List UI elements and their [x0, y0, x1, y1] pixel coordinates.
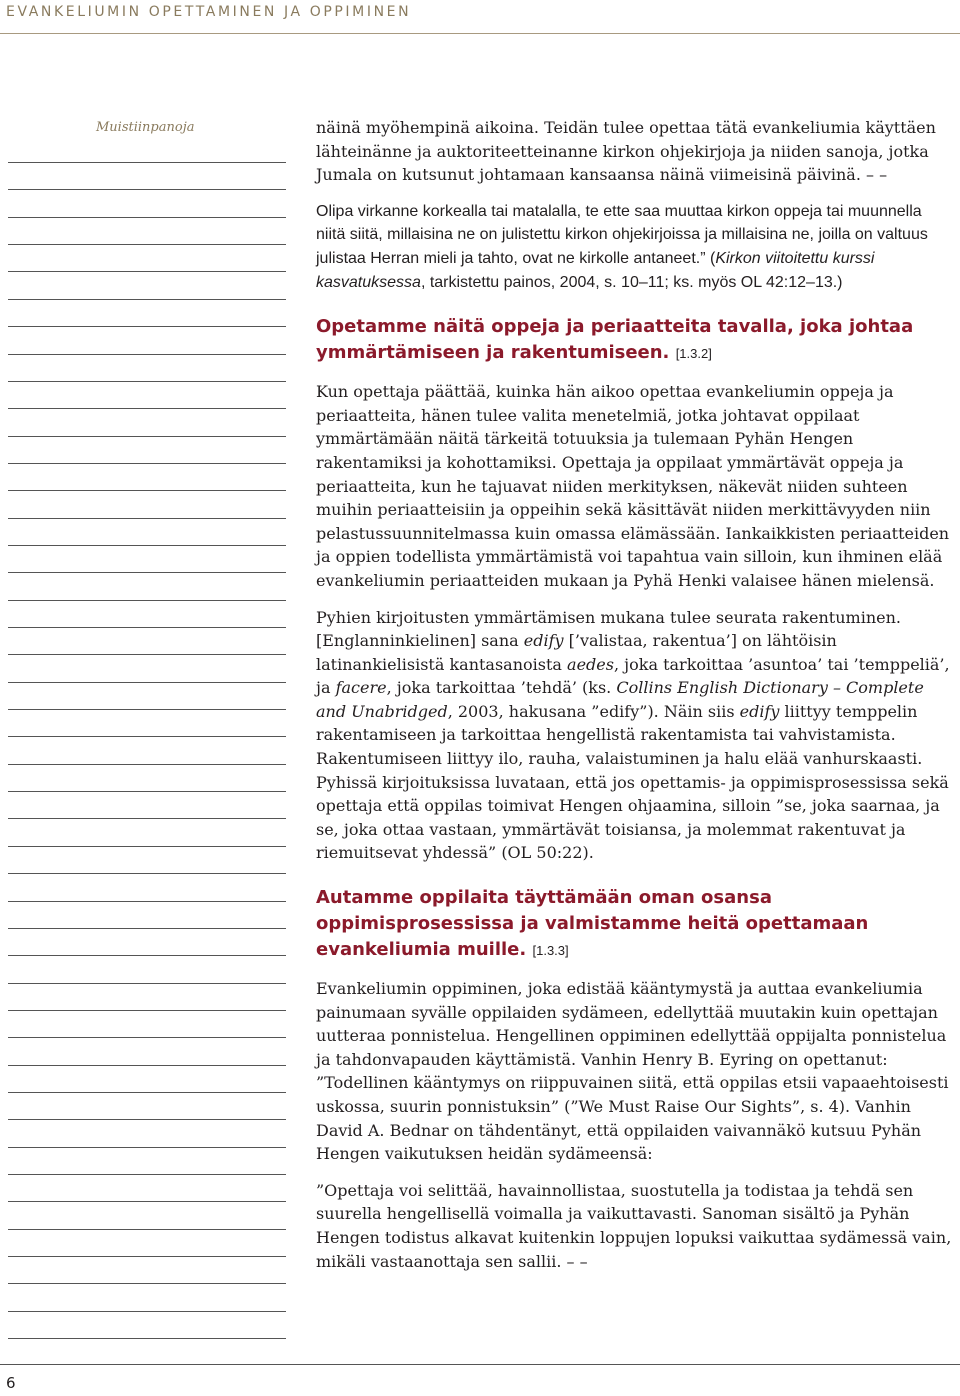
note-line: [8, 1256, 286, 1257]
note-line: [8, 1065, 286, 1066]
paragraph-2-text: Olipa virkanne korkealla tai matalalla, te ette saa muuttaa kirkon oppeja tai muunnella niitä siitä, millaisina ne on julistettu kirkon ohjekirjoissa ja millaisina ne, joilla on valtuus julistaa Herran mieli ja tahto, ovat ne kirkolle antaneet.” (: [316, 202, 928, 267]
note-line: [8, 490, 286, 491]
section-heading-1: [316, 314, 952, 367]
p4-c: [’valistaa, rakentua’] on lähtöisin latinankielisistä kantasanoista: [316, 631, 837, 674]
section-heading-1-text: Opetamme näitä oppeja ja periaatteita tavalla, joka johtaa ymmärtämiseen ja rakentumiseen.: [316, 316, 914, 364]
note-line: [8, 983, 286, 984]
p4-h: Collins English Dictionary – Complete and Unabridged: [316, 678, 924, 721]
note-line: [8, 244, 286, 245]
p4-e: , joka tarkoittaa ’asuntoa’ tai ’temppeliä’, ja: [316, 654, 950, 698]
note-line: [8, 764, 286, 765]
note-line: [8, 627, 286, 628]
note-line: [8, 682, 286, 683]
note-line: [8, 955, 286, 956]
note-line: [8, 736, 286, 737]
note-line: [8, 1174, 286, 1175]
page-number: 6: [6, 1374, 16, 1392]
p4-d: aedes: [567, 654, 614, 674]
bottom-rule: [0, 1364, 960, 1365]
note-line: [8, 271, 286, 272]
note-line: [8, 381, 286, 382]
note-line: [8, 1283, 286, 1284]
note-line: [8, 354, 286, 355]
note-line: [8, 818, 286, 819]
p4-f: facere: [335, 678, 387, 698]
note-line: [8, 1092, 286, 1093]
note-line: [8, 791, 286, 792]
paragraph-3: Kun opettaja päättää, kuinka hän aikoo opettaa evankeliumin oppeja ja periaatteita, hänen tulee valita menetelmiä, jotka johtavat oppilaat ymmärtämään näitä tärkeitä totuuksia ja tulemaan Pyhän Hengen rakentamiksi ja kohottamiksi. Opettaja ja oppilaat ymmärtävät oppeja ja periaatteita, kun he tajuavat niiden merkityksen, näkevät niiden suhteen muihin periaatteisiin ja oppeihin sekä käsittävät niiden merkittävyyden niin pelastussuunnitelmassa kuin omassa elämässään. Iankaikkisten periaatteiden ja oppien todellista ymmärtämistä voi tapahtua vain silloin, kun ihminen elää evankeliumin periaatteiden mukaan ja Pyhä Henki valaisee hänen mielensä.: [316, 382, 950, 590]
note-line: [8, 846, 286, 847]
note-line: [8, 1119, 286, 1120]
p4-b: edify: [523, 631, 564, 651]
note-line: [8, 654, 286, 655]
paragraph-2-title: Kirkon viitoitettu kurssi kasvatuksessa: [316, 249, 875, 291]
note-line: [8, 326, 286, 327]
note-line: [8, 545, 286, 546]
note-line: [8, 1338, 286, 1339]
section-heading-2: [316, 885, 952, 964]
paragraph-5: Evankeliumin oppiminen, joka edistää kääntymystä ja auttaa evankeliumia painumaan syvälle oppilaiden sydämeen, edellyttää muutakin kuin opettajan uutteraa ponnistelua. Hengellinen oppiminen edellyttää oppijalta ponnistelua ja tahdonvapauden käyttämistä. Vanhin Henry B. Eyring on opettanut: ”Todellinen kääntymys on riippuvainen siitä, että oppilas etsii vapaaehtoisesti uskossa, suurin ponnistuksin” (”We Must Raise Our Sights”, s. 4). Vanhin David A. Bednar on tähdentänyt, että oppilaiden vaivannäkö kutsuu Pyhän Hengen vaikutuksen heidän sydämeensä:: [316, 979, 949, 1164]
notes-label: Muistiinpanoja: [96, 120, 195, 135]
note-line: [8, 600, 286, 601]
note-line: [8, 928, 286, 929]
p4-g: , joka tarkoittaa ’tehdä’ (ks.: [386, 678, 617, 698]
p4-a: Pyhien kirjoitusten ymmärtämisen mukana tulee seurata rakentuminen. [Englanninkielinen] sana: [316, 607, 901, 651]
note-line: [8, 1147, 286, 1148]
section-heading-2-ref: [1.3.3]: [532, 943, 569, 959]
paragraph-1: näinä myöhempinä aikoina. Teidän tulee opettaa tätä evankeliumia käyttäen lähteinänne ja auktoriteetteinanne kirkon ohjekirjoja ja niiden sanoja, jotka Jumala on kutsunut johtamaan kansaansa näinä viimeisinä päivinä. – –: [316, 118, 936, 185]
section-heading-2-text: Autamme oppilaita täyttämään oman osansa oppimisprosessissa ja valmistamme heitä opettamaan evankeliumia muille.: [316, 887, 869, 961]
note-line: [8, 1037, 286, 1038]
note-line: [8, 189, 286, 190]
p4-k: liittyy temppelin rakentamiseen ja tarkoittaa hengellistä rakentamista tai vahvistamista. Rakentumiseen liittyy ilo, rauha, valaistuminen ja halu elää vanhurskaasti. Pyhissä kirjoituksissa luvataan, että jos opettamis- ja oppimisprosessissa sekä opettaja että oppilas toimivat Hengen ohjaamina, silloin ”se, joka saarnaa, ja se, joka ottaa vastaan, ymmärtävät toisiansa, ja molemmat rakentuvat ja riemuitsevat yhdessä” (OL 50:22).: [316, 701, 949, 863]
note-line: [8, 1311, 286, 1312]
note-lines: [0, 0, 290, 1396]
note-line: [8, 162, 286, 163]
p4-i: , 2003, hakusana ”edify”). Näin siis: [447, 701, 740, 721]
note-line: [8, 1229, 286, 1230]
paragraph-2-tail: , tarkistettu painos, 2004, s. 10–11; ks. myös OL 42:12–13.): [420, 273, 843, 291]
running-header: EVANKELIUMIN OPETTAMINEN JA OPPIMINEN: [6, 4, 412, 20]
note-line: [8, 518, 286, 519]
main-text: [316, 116, 952, 1273]
paragraph-2: [316, 200, 952, 294]
note-line: [8, 572, 286, 573]
note-line: [8, 299, 286, 300]
note-line: [8, 901, 286, 902]
note-line: [8, 873, 286, 874]
note-line: [8, 1201, 286, 1202]
section-heading-1-ref: [1.3.2]: [675, 346, 712, 362]
note-line: [8, 463, 286, 464]
note-line: [8, 408, 286, 409]
note-line: [8, 436, 286, 437]
quote-paragraph: ”Opettaja voi selittää, havainnollistaa, suostutella ja todistaa ja tehdä sen suurella hengellisellä voimalla ja vaikuttavasti. Sanoman sisältö ja Pyhän Hengen todistus alkavat kuitenkin loppujen lopuksi vaikuttaa sydämessä vain, mikäli vastaanottaja sen sallii. – –: [316, 1180, 952, 1271]
p4-j: edify: [739, 701, 780, 721]
note-line: [8, 217, 286, 218]
note-line: [8, 1010, 286, 1011]
paragraph-4: [316, 606, 952, 866]
note-line: [8, 709, 286, 710]
